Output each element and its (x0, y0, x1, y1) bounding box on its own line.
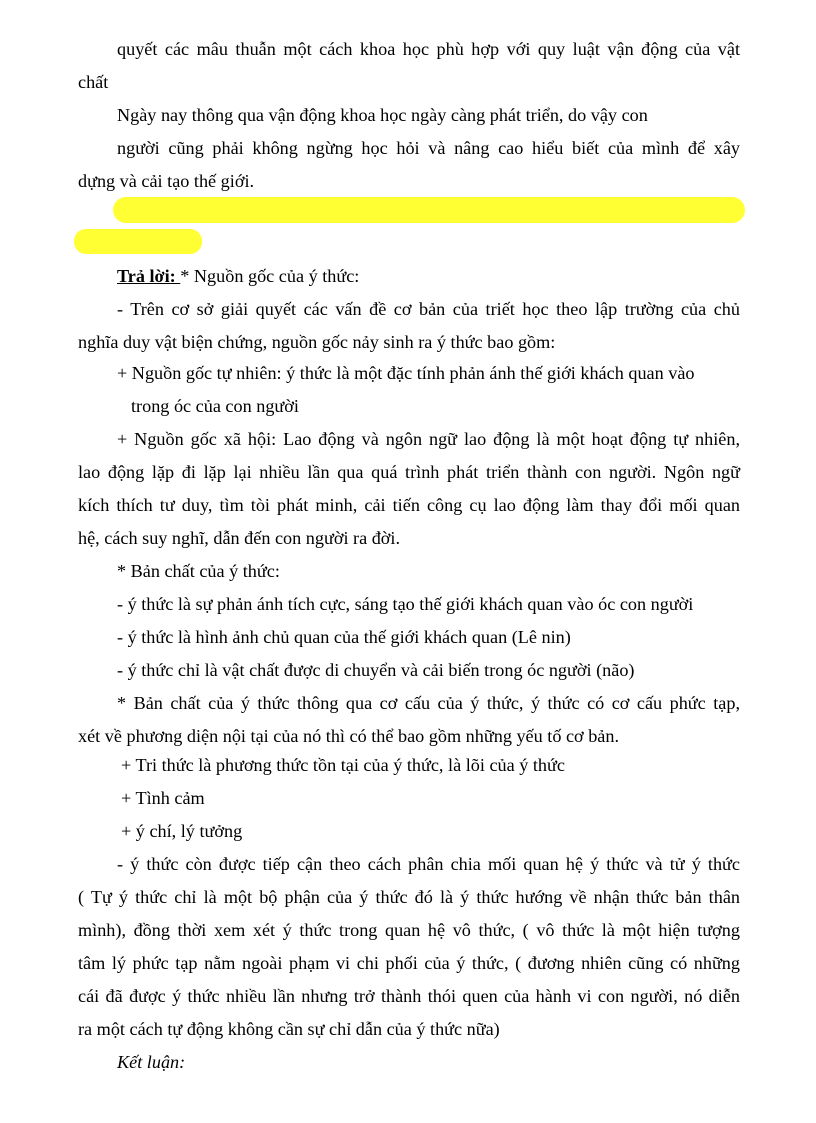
conclusion-heading: Kết luận: (117, 1052, 186, 1072)
paragraph-line: ra một cách tự động không cần sự chỉ dẫn của ý thức nữa) (78, 1019, 500, 1039)
paragraph-line: - Trên cơ sở giải quyết các vấn đề cơ bản của triết học theo lập trường của chủ (117, 299, 740, 319)
paragraph-line: lao động lặp đi lặp lại nhiều lần qua quá trình phát triển thành con người. Ngôn ngữ (78, 462, 740, 482)
paragraph-line: hệ, cách suy nghĩ, dẫn đến con người ra đời. (78, 528, 401, 548)
paragraph-line: - ý thức là hình ảnh chủ quan của thế giới khách quan (Lê nin) (117, 627, 571, 647)
paragraph-line: mình), đồng thời xem xét ý thức trong quan hệ vô thức, ( vô thức là một hiện tượng (78, 920, 740, 940)
paragraph-line: - ý thức là sự phản ánh tích cực, sáng tạo thế giới khách quan vào óc con người (117, 594, 694, 614)
paragraph-line: + Tình cảm (121, 788, 205, 808)
paragraph-line: + ý chí, lý tưởng (121, 821, 243, 841)
paragraph-line: + Nguồn gốc xã hội: Lao động và ngôn ngữ lao động là một hoạt động tự nhiên, (117, 429, 740, 449)
paragraph-line: * Bản chất của ý thức thông qua cơ cấu của ý thức, ý thức có cơ cấu phức tạp, (117, 693, 740, 713)
paragraph-line: người cũng phải không ngừng học hỏi và nâng cao hiểu biết của mình để xây (117, 138, 740, 158)
highlighted-question-line-2 (74, 229, 202, 254)
paragraph-line: quyết các mâu thuẫn một cách khoa học phù hợp với quy luật vận động của vật (117, 39, 740, 59)
paragraph-line: trong óc của con người (131, 396, 299, 416)
answer-label: Trả lời: (117, 266, 181, 286)
paragraph-line: nghĩa duy vật biện chứng, nguồn gốc nảy sinh ra ý thức bao gồm: (78, 332, 556, 352)
paragraph-line: Ngày nay thông qua vận động khoa học ngày càng phát triển, do vậy con (117, 105, 648, 125)
paragraph-line: chất (78, 72, 109, 92)
paragraph-line: * Bản chất của ý thức: (117, 561, 280, 581)
paragraph-line: cái đã được ý thức nhiều lần nhưng trở thành thói quen của hành vi con người, nó diễn (78, 986, 740, 1006)
paragraph-line: ( Tự ý thức chỉ là một bộ phận của ý thức đó là ý thức hướng về nhận thức bản thân (78, 887, 740, 907)
answer-heading-text: * Nguồn gốc của ý thức: (180, 266, 360, 286)
paragraph-line: xét về phương diện nội tại của nó thì có thể bao gồm những yếu tố cơ bản. (78, 726, 620, 746)
paragraph-line: kích thích tư duy, tìm tòi phát minh, cải tiến công cụ lao động làm thay đổi mối quan (78, 495, 740, 515)
paragraph-line: + Nguồn gốc tự nhiên: ý thức là một đặc tính phản ánh thế giới khách quan vào (117, 363, 695, 383)
answer-heading (117, 265, 359, 287)
paragraph-line: dựng và cải tạo thế giới. (78, 171, 255, 191)
paragraph-line: tâm lý phức tạp nằm ngoài phạm vi chi phối của ý thức, ( đương nhiên cũng có những (78, 953, 740, 973)
paragraph-line: - ý thức còn được tiếp cận theo cách phân chia mối quan hệ ý thức và tử ý thức (117, 854, 740, 874)
highlighted-question-line-1 (113, 197, 745, 223)
paragraph-line: + Tri thức là phương thức tồn tại của ý thức, là lõi của ý thức (121, 755, 565, 775)
paragraph-line: - ý thức chỉ là vật chất được di chuyển và cải biến trong óc người (não) (117, 660, 635, 680)
